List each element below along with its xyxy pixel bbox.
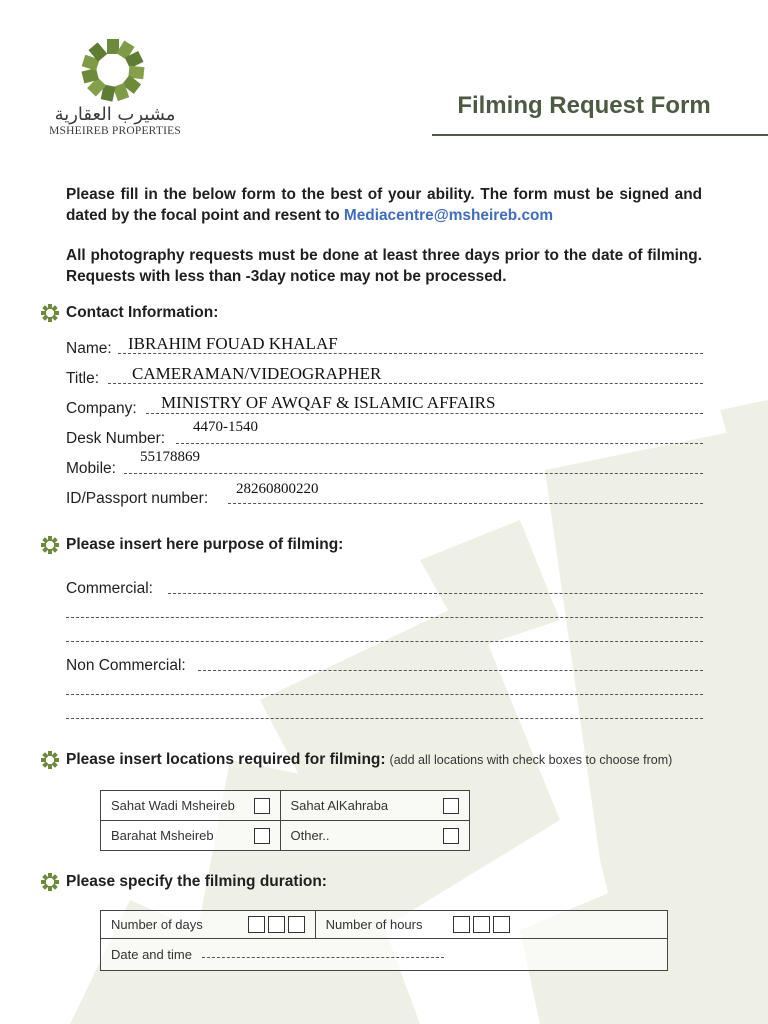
section-label: Please insert locations required for filming: [66,751,386,768]
location-checkbox[interactable] [443,828,459,844]
contact-section-heading [40,302,218,324]
digit-box[interactable] [453,916,470,933]
non-commercial-line-2[interactable] [66,694,703,695]
name-label: Name: [66,340,112,357]
location-label: Barahat Msheireb [111,828,214,843]
location-checkbox[interactable] [443,798,459,814]
locations-table [100,790,470,851]
commercial-line-1[interactable] [168,593,703,594]
location-label: Sahat Wadi Msheireb [111,798,235,813]
non-commercial-line-1[interactable] [198,670,703,671]
non-commercial-label: Non Commercial: [66,657,186,674]
section-label: Please specify the filming duration: [66,873,327,890]
company-label: Company: [66,400,137,417]
section-bullet-icon [40,750,60,770]
section-label: Contact Information: [66,304,219,321]
logo-english-text: MSHEIREB PROPERTIES [49,125,181,137]
digit-box[interactable] [248,916,265,933]
section-label: Please insert here purpose of filming: [66,536,344,553]
company-value[interactable]: MINISTRY OF AWQAF & ISLAMIC AFFAIRS [161,393,496,412]
date-time-cell [101,939,668,971]
title-value[interactable]: CAMERAMAN/VIDEOGRAPHER [132,364,382,383]
digit-box[interactable] [268,916,285,933]
id-passport-field-line[interactable] [228,503,703,504]
commercial-label: Commercial: [66,580,153,597]
days-label: Number of days [111,917,203,932]
name-value[interactable]: IBRAHIM FOUAD KHALAF [128,334,338,353]
date-time-label: Date and time [111,947,192,962]
desk-number-value[interactable]: 4470-1540 [193,419,258,435]
non-commercial-line-3[interactable] [66,718,703,719]
intro-paragraph [66,184,702,226]
location-label: Sahat AlKahraba [290,798,389,813]
desk-number-label: Desk Number: [66,430,166,447]
days-cell [101,911,316,939]
form-title: Filming Request Form [457,92,711,119]
location-label: Other.. [290,828,330,843]
digit-box[interactable] [493,916,510,933]
hours-cell [315,911,667,939]
intro-text: Please fill in the below form to the best of your ability. The form must be signed and dated by the focal point and resent to [66,186,702,224]
email-link[interactable]: Mediacentre@msheireb.com [343,207,554,224]
company-field-line[interactable] [146,413,703,414]
duration-table [100,910,668,971]
id-passport-value[interactable]: 28260800220 [236,481,319,497]
notice-paragraph: All photography requests must be done at least three days prior to the date of filming. Requests with less than -3day notice may not be processed. [66,247,702,285]
logo-arabic-text: مشيرب العقارية [54,104,176,125]
hours-input-boxes[interactable] [453,916,510,933]
location-option [280,791,470,821]
company-logo [40,36,190,142]
purpose-section-heading [40,534,343,556]
locations-section-heading [40,749,672,771]
mobile-label: Mobile: [66,460,116,477]
title-underline [432,134,768,136]
commercial-line-2[interactable] [66,617,703,618]
digit-box[interactable] [473,916,490,933]
id-passport-label: ID/Passport number: [66,490,209,507]
section-bullet-icon [40,872,60,892]
location-checkbox[interactable] [254,798,270,814]
section-bullet-icon [40,303,60,323]
mobile-field-line[interactable] [124,473,703,474]
duration-section-heading [40,871,327,893]
location-checkbox[interactable] [254,828,270,844]
commercial-line-3[interactable] [66,641,703,642]
mobile-value[interactable]: 55178869 [140,449,200,465]
section-note: (add all locations with check boxes to choose from) [389,753,673,767]
date-time-line[interactable] [202,957,444,958]
location-option [101,791,281,821]
digit-box[interactable] [288,916,305,933]
location-option [101,821,281,851]
location-option [280,821,470,851]
days-input-boxes[interactable] [248,916,305,933]
desk-number-field-line[interactable] [176,443,703,444]
title-label: Title: [66,370,100,387]
section-bullet-icon [40,535,60,555]
logo-emblem-icon [40,36,190,106]
hours-label: Number of hours [325,917,423,932]
